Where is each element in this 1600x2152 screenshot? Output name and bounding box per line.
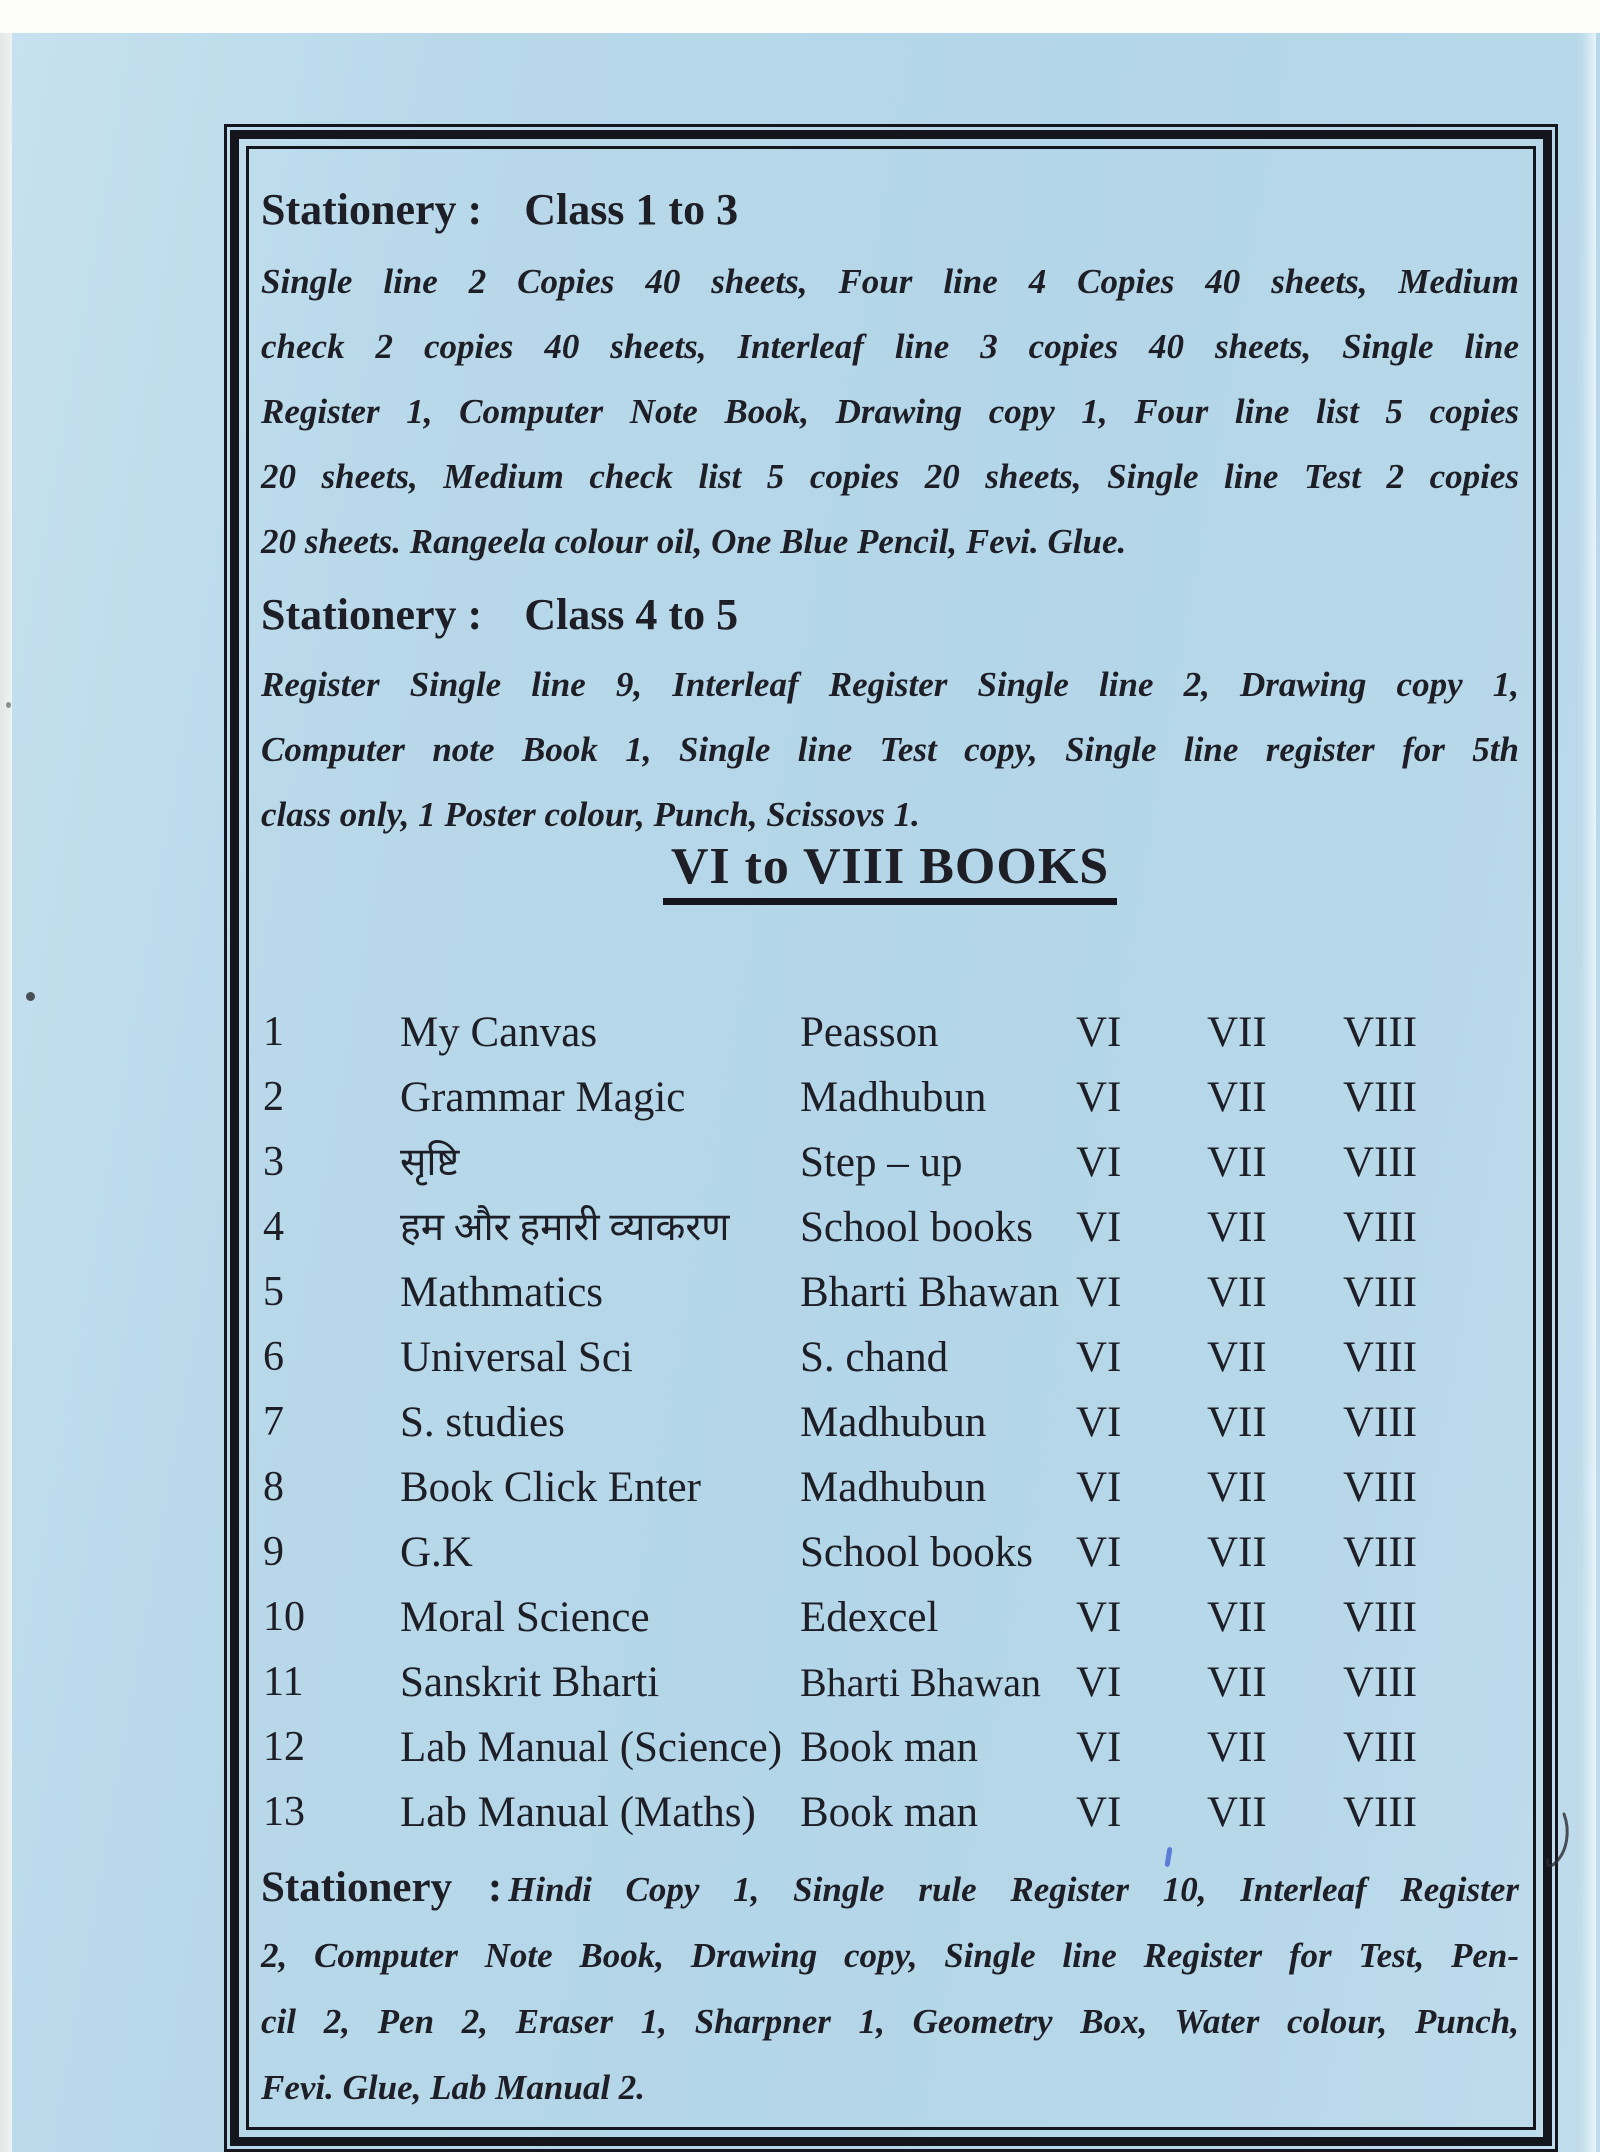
book-publisher: Bharti Bhawan [800,1269,1060,1316]
books-table [261,1000,1519,1845]
stationery-4-5-paragraph [261,652,1519,847]
table-row [261,1455,1519,1520]
book-title: My Canvas [400,1009,598,1056]
scan-artifact-dot [6,702,11,708]
class-viii: VIII [1343,1529,1418,1576]
class-vi: VI [1076,1464,1122,1511]
paragraph-line: 20 sheets, Medium check list 5 copies 20 sheets, Single line Test 2 copies [261,457,1519,496]
book-publisher: Madhubun [800,1399,987,1446]
book-title: Sanskrit Bharti [400,1659,660,1706]
class-range-label: Class 4 to 5 [524,590,739,639]
class-vi: VI [1076,1724,1122,1771]
class-viii: VIII [1343,1789,1418,1836]
class-vii: VII [1207,1269,1267,1316]
row-number: 13 [263,1789,305,1835]
row-number: 9 [263,1529,284,1575]
book-publisher: S. chand [800,1334,949,1381]
class-vii: VII [1207,1399,1267,1446]
class-vii: VII [1207,1204,1267,1251]
page-title: VI to VIII BOOKS [663,839,1117,905]
paragraph-line: Single line 2 Copies 40 sheets, Four line 4 Copies 40 sheets, Medium [261,262,1519,301]
class-viii: VIII [1343,1139,1418,1186]
stationery-label: Stationery : [261,590,483,639]
book-title: हम और हमारी व्याकरण [400,1206,730,1249]
class-vii: VII [1207,1724,1267,1771]
table-row [261,1000,1519,1065]
row-number: 10 [263,1594,305,1640]
scan-artifact-pen-mark [1544,1812,1572,1877]
book-title: Moral Science [400,1594,650,1641]
table-row [261,1715,1519,1780]
book-publisher: Book man [800,1724,978,1771]
row-number: 1 [263,1009,284,1055]
class-vii: VII [1207,1139,1267,1186]
paragraph-line: 20 sheets. Rangeela colour oil, One Blue Pencil, Fevi. Glue. [261,522,1127,561]
row-number: 5 [263,1269,284,1315]
class-vi: VI [1076,1789,1122,1836]
row-number: 7 [263,1399,284,1445]
book-title: Grammar Magic [400,1074,686,1121]
paper-edge-right [1579,33,1596,2152]
table-row [261,1195,1519,1260]
row-number: 12 [263,1724,305,1770]
row-number: 4 [263,1204,284,1250]
class-vi: VI [1076,1334,1122,1381]
stationery-label: Stationery : [261,1864,503,1911]
paragraph-line: check 2 copies 40 sheets, Interleaf line 3 copies 40 sheets, Single line [261,327,1519,366]
class-viii: VIII [1343,1204,1418,1251]
class-vii: VII [1207,1659,1267,1706]
book-title: Mathmatics [400,1269,604,1316]
books-title-row [261,839,1519,905]
book-publisher: Peasson [800,1009,939,1056]
class-vii: VII [1207,1789,1267,1836]
page-border-frame-mid [230,130,1552,2146]
class-vi: VI [1076,1594,1122,1641]
class-vi: VI [1076,1009,1122,1056]
page-content [249,149,1533,2127]
book-publisher: Edexcel [800,1594,939,1641]
book-title: सृष्टि [400,1141,460,1184]
paragraph-line: class only, 1 Poster colour, Punch, Scissovs 1. [261,795,920,834]
book-publisher: Step – up [800,1139,963,1186]
class-vi: VI [1076,1399,1122,1446]
class-vi: VI [1076,1139,1122,1186]
table-row [261,1260,1519,1325]
class-vi: VI [1076,1659,1122,1706]
stationery-1-3-paragraph [261,249,1519,574]
class-viii: VIII [1343,1594,1418,1641]
row-number: 8 [263,1464,284,1510]
class-viii: VIII [1343,1724,1418,1771]
class-vii: VII [1207,1009,1267,1056]
stationery-6-8-paragraph [261,1855,1519,2121]
class-viii: VIII [1343,1009,1418,1056]
class-vi: VI [1076,1204,1122,1251]
book-publisher: Madhubun [800,1074,987,1121]
table-row [261,1390,1519,1455]
paragraph-line: cil 2, Pen 2, Eraser 1, Sharpner 1, Geometry Box, Water colour, Punch, [261,2002,1519,2041]
class-vi: VI [1076,1074,1122,1121]
class-vii: VII [1207,1334,1267,1381]
table-row [261,1585,1519,1650]
paragraph-line: 2, Computer Note Book, Drawing copy, Single line Register for Test, Pen- [261,1936,1519,1975]
book-title: G.K [400,1529,473,1576]
page-border-frame [224,124,1558,2152]
class-viii: VIII [1343,1464,1418,1511]
scan-artifact-dot [26,992,35,1001]
row-number: 3 [263,1139,284,1185]
paragraph-text: Hindi Copy 1, Single rule Register 10, Interleaf Register [508,1870,1519,1909]
scanner-background-top [0,0,1600,33]
class-vii: VII [1207,1529,1267,1576]
paper-edge-left [0,33,12,2152]
class-viii: VIII [1343,1074,1418,1121]
table-row [261,1780,1519,1845]
class-range-label: Class 1 to 3 [524,185,739,234]
paragraph-line: Register 1, Computer Note Book, Drawing copy 1, Four line list 5 copies [261,392,1519,431]
stationery-4-5-heading [261,586,1519,644]
stationery-label: Stationery : [261,185,483,234]
class-vii: VII [1207,1464,1267,1511]
row-number: 6 [263,1334,284,1380]
stationery-1-3-heading [261,181,1519,239]
class-viii: VIII [1343,1659,1418,1706]
book-title: Lab Manual (Maths) [400,1789,756,1836]
book-publisher: Book man [800,1789,978,1836]
book-title: Universal Sci [400,1334,633,1381]
class-viii: VIII [1343,1269,1418,1316]
paragraph-line [261,1855,1519,1923]
table-row [261,1520,1519,1585]
table-row [261,1065,1519,1130]
book-publisher: School books [800,1204,1033,1251]
table-row [261,1650,1519,1715]
book-publisher: School books [800,1529,1033,1576]
class-vi: VI [1076,1269,1122,1316]
class-vii: VII [1207,1594,1267,1641]
class-viii: VIII [1343,1334,1418,1381]
class-vi: VI [1076,1529,1122,1576]
page-border-frame-inner [246,146,1536,2130]
paragraph-line: Computer note Book 1, Single line Test copy, Single line register for 5th [261,730,1519,769]
table-row [261,1325,1519,1390]
paragraph-line: Fevi. Glue, Lab Manual 2. [261,2068,646,2107]
paragraph-line: Register Single line 9, Interleaf Register Single line 2, Drawing copy 1, [261,665,1519,704]
class-vii: VII [1207,1074,1267,1121]
book-title: Book Click Enter [400,1464,701,1511]
row-number: 11 [263,1659,304,1705]
class-viii: VIII [1343,1399,1418,1446]
table-row [261,1130,1519,1195]
book-publisher: Madhubun [800,1464,987,1511]
book-title: Lab Manual (Science) [400,1724,783,1771]
book-publisher: Bharti Bhawan [800,1660,1042,1705]
book-title: S. studies [400,1399,565,1446]
row-number: 2 [263,1074,284,1120]
